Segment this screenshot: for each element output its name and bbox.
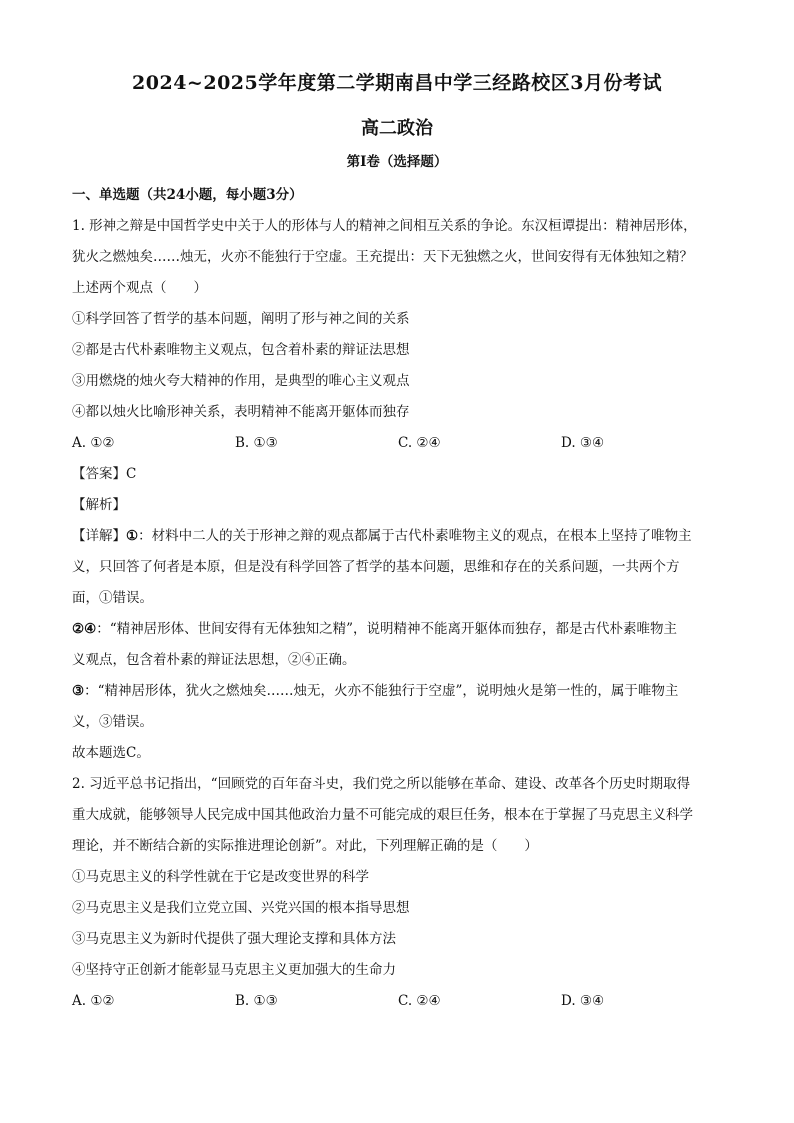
q1-statement-1: ①科学回答了哲学的基本问题，阐明了形与神之间的关系 [72,311,410,327]
q2-statement-3: ③马克思主义为新时代提供了强大理论支撑和具体方法 [72,931,396,947]
q1-option-c: C. ②④ [398,435,441,451]
detail-2-text: ：“精神居形体、世间安得有无体独知之精”，说明精神不能离开躯体而独存，都是古代朴素唯物主 [96,621,678,637]
q1-statement-4: ④都以烛火比喻形神关系，表明精神不能离开躯体而独存 [72,404,410,420]
q1-analysis-label: 【解析】 [72,497,126,513]
q1-option-a: A. ①② [72,435,115,451]
detail-label: 【详解】 [72,528,126,544]
detail-2-marker: ②④ [72,621,97,637]
q2-option-d: D. ③④ [561,993,605,1009]
q2-option-b: B. ①③ [235,993,278,1009]
q2-stem-line-3: 理论，并不断结合新的实际推进理论创新”。对此，下列理解正确的是（ ） [72,838,538,854]
q1-detail-1-end: 面，①错误。 [72,590,153,606]
detail-3-text: ：“精神居形体，犹火之燃烛矣……烛无，火亦不能独行于空虚”，说明烛火是第一性的，属于唯物主 [84,683,679,699]
q1-detail-2-end: 义观点，包含着朴素的辩证法思想，②④正确。 [72,652,356,668]
q1-detail-3-end: 义，③错误。 [72,714,153,730]
q1-answer [72,459,724,490]
detail-1-marker: ① [126,528,139,544]
detail-3-marker: ③ [72,683,85,699]
exam-content [72,180,724,1017]
volume-title: 第Ⅰ卷（选择题） [346,154,448,170]
q1-detail-3 [72,676,724,707]
q1-option-d: D. ③④ [561,435,605,451]
q1-detail-1-cont: 义，只回答了何者是本原，但是没有科学回答了哲学的基本问题，思维和存在的关系问题，一共两个方 [72,559,680,575]
q2-statement-1: ①马克思主义的科学性就在于它是改变世界的科学 [72,869,369,885]
q2-stem-line-2: 重大成就，能够领导人民完成中国其他政治力量不可能完成的艰巨任务，根本在于掌握了马克思主义科学 [72,807,693,823]
q1-detail-1 [72,521,724,552]
detail-1-text: ：材料中二人的关于形神之辩的观点都属于古代朴素唯物主义的观点，在根本上坚持了唯物主 [138,528,692,544]
answer-value: C [126,466,137,482]
q2-statement-4: ④坚持守正创新才能彰显马克思主义更加强大的生命力 [72,962,396,978]
answer-label: 【答案】 [72,466,126,482]
subject-title: 高二政治 [361,118,433,139]
q2-statement-2: ②马克思主义是我们立党立国、兴党兴国的根本指导思想 [72,900,410,916]
q1-stem-line-1: 1. 形神之辩是中国哲学史中关于人的形体与人的精神之间相互关系的争论。东汉桓谭提出：精神居形体， [72,218,697,234]
q2-options [72,986,724,1017]
q1-conclusion: 故本题选C。 [72,745,150,761]
q1-statement-2: ②都是古代朴素唯物主义观点，包含着朴素的辩证法思想 [72,342,410,358]
q1-options [72,428,724,459]
q2-stem-line-1: 2. 习近平总书记指出，“回顾党的百年奋斗史，我们党之所以能够在革命、建设、改革各个历史时期取得 [72,776,691,792]
exam-title: 2024~2025学年度第二学期南昌中学三经路校区3月份考试 [132,72,662,94]
q1-stem-line-3: 上述两个观点（ ） [72,280,207,296]
q1-option-b: B. ①③ [235,435,278,451]
q2-option-a: A. ①② [72,993,115,1009]
q1-stem-line-2: 犹火之燃烛矣……烛无，火亦不能独行于空虚。王充提出：天下无独燃之火，世间安得有无体独知之精？ [72,249,693,265]
q1-statement-3: ③用燃烧的烛火夸大精神的作用，是典型的唯心主义观点 [72,373,410,389]
q2-option-c: C. ②④ [398,993,441,1009]
section-heading: 一、单选题（共24小题，每小题3分） [72,187,303,203]
q1-detail-2 [72,614,724,645]
